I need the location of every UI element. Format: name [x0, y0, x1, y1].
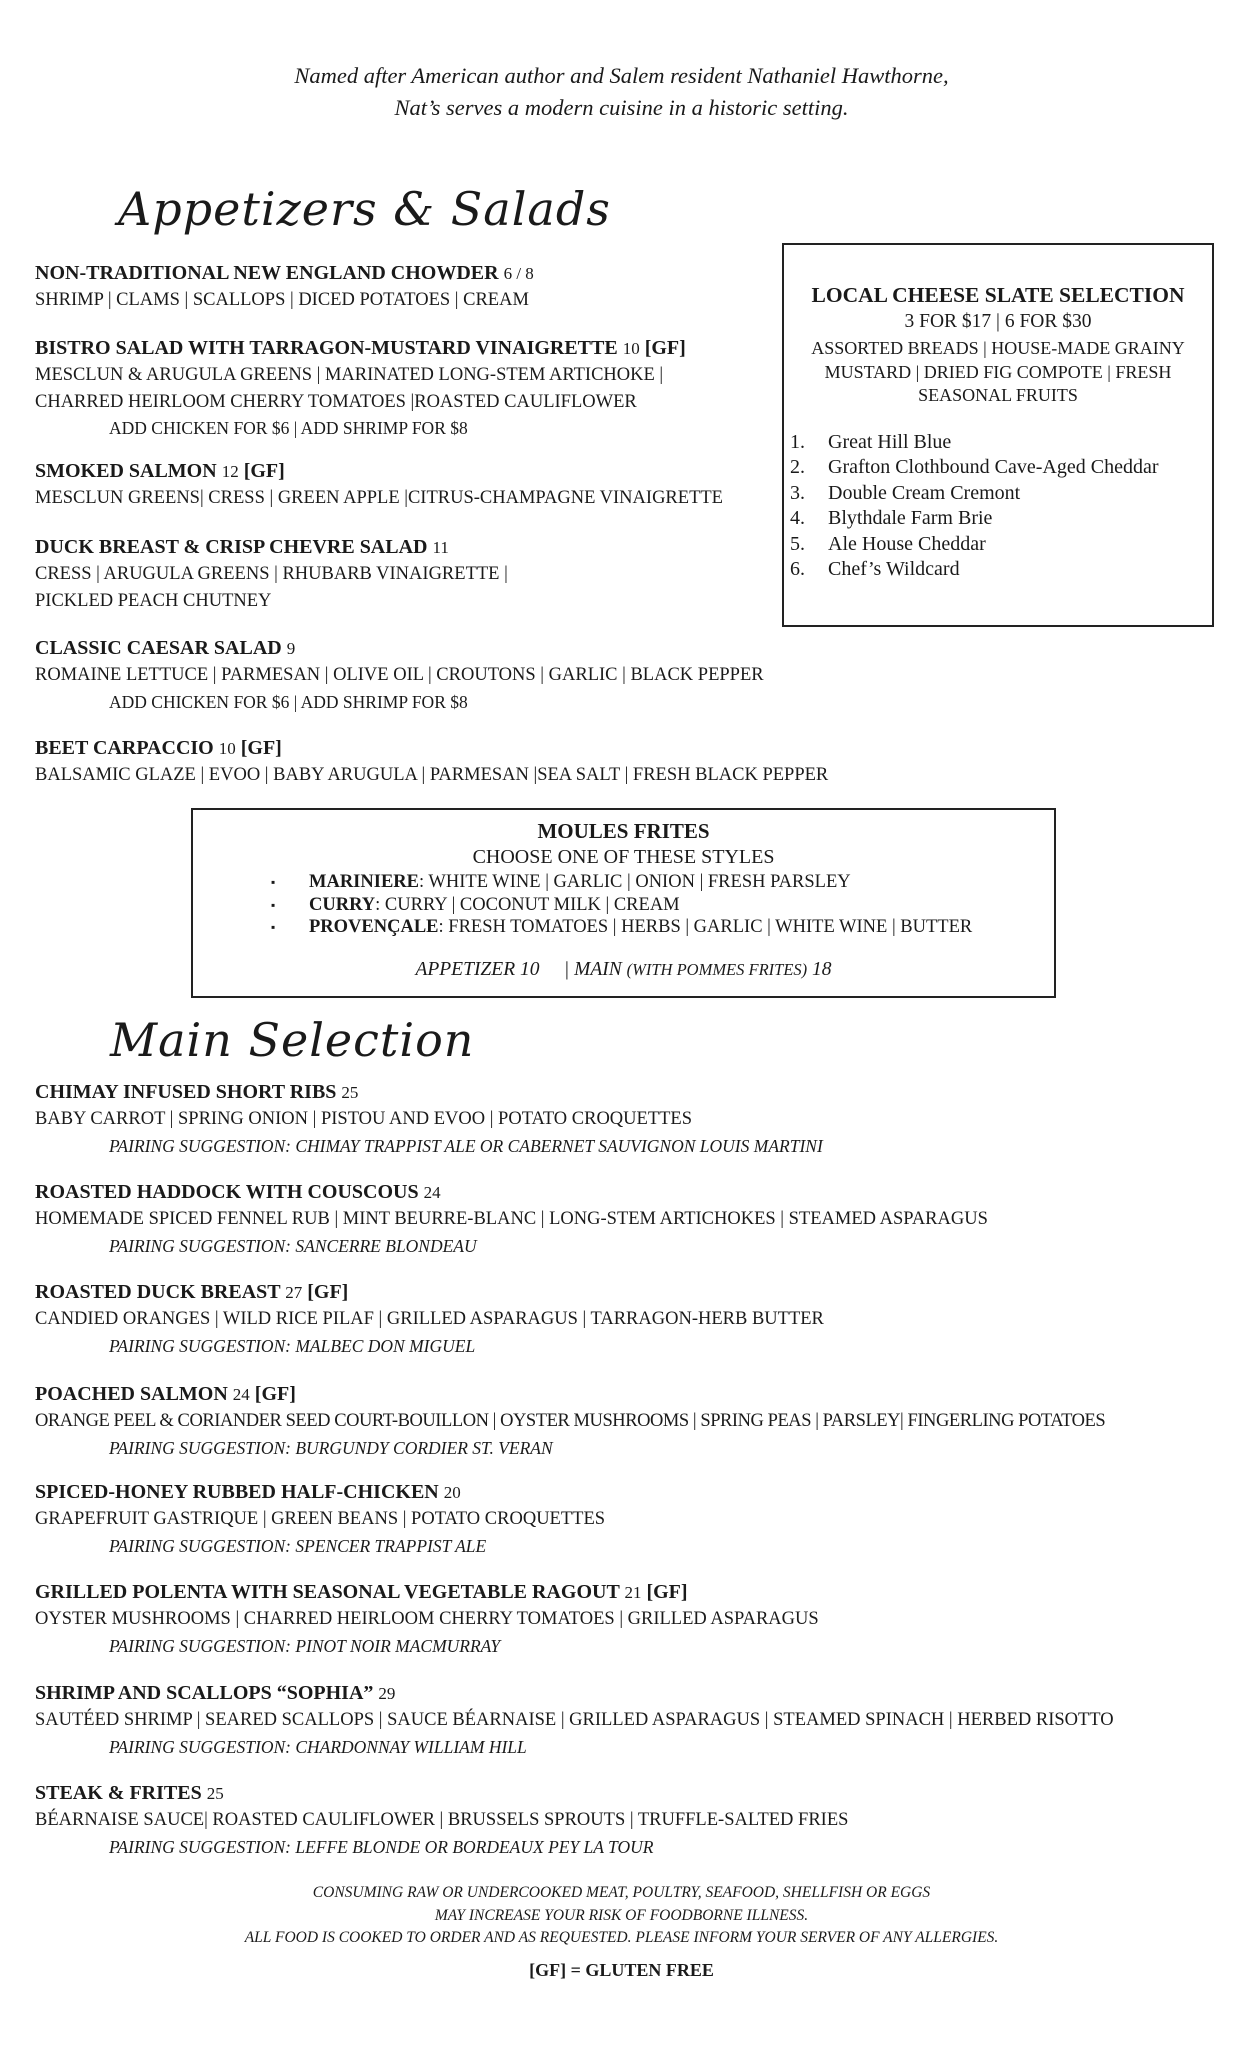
gf-badge: [GF] [243, 460, 285, 482]
item-title: NON-TRADITIONAL NEW ENGLAND CHOWDER 6 / 8 [35, 262, 534, 284]
item-description: CHARRED HEIRLOOM CHERRY TOMATOES |ROASTED CAULIFLOWER [35, 391, 637, 412]
item-description: GRAPEFRUIT GASTRIQUE | GREEN BEANS | POTATO CROQUETTES [35, 1509, 606, 1529]
item-add-on: ADD CHICKEN FOR $6 | ADD SHRIMP FOR $8 [109, 418, 468, 438]
item-title: BISTRO SALAD WITH TARRAGON-MUSTARD VINAIGRETTE 10 [GF] [35, 337, 686, 359]
item-price: 6 / 8 [503, 264, 534, 283]
item-price: 25 [341, 1083, 359, 1102]
main-item [35, 1079, 823, 1159]
pairing-suggestion: PAIRING SUGGESTION: LEFFE BLONDE OR BORDEAUX PEY LA TOUR [109, 1836, 654, 1857]
item-add-on: ADD CHICKEN FOR $6 | ADD SHRIMP FOR $8 [109, 691, 468, 712]
item-description: BABY CARROT | SPRING ONION | PISTOU AND EVOO | POTATO CROQUETTES [35, 1109, 693, 1129]
moules-title: MOULES FRITES [537, 819, 710, 843]
cheese-list-item: 1. Great Hill Blue [790, 430, 952, 453]
main-item [35, 1579, 819, 1659]
item-description: HOMEMADE SPICED FENNEL RUB | MINT BEURRE-BLANC | LONG-STEM ARTICHOKES | STEAMED ASPARAGUS [35, 1209, 988, 1229]
main-item [35, 1780, 848, 1860]
moules-main-label: | MAIN [563, 958, 622, 980]
pairing-suggestion: PAIRING SUGGESTION: PINOT NOIR MACMURRAY [109, 1635, 501, 1656]
cheese-list-item: 4. Blythdale Farm Brie [790, 507, 993, 529]
appetizer-item [35, 735, 828, 789]
item-description: MESCLUN GREENS| CRESS | GREEN APPLE |CITRUS-CHAMPAGNE VINAIGRETTE [35, 488, 723, 508]
item-price: 11 [432, 538, 449, 557]
moules-style-item: ▪ MARINIERE: WHITE WINE | GARLIC | ONION | FRESH PARSLEY [271, 872, 851, 892]
item-title: ROASTED DUCK BREAST 27 [GF] [35, 1281, 349, 1303]
main-item [35, 1680, 1114, 1760]
item-title: CLASSIC CAESAR SALAD 9 [35, 637, 296, 659]
appetizer-item [35, 635, 764, 715]
moules-main-note: (WITH POMMES FRITES) [626, 959, 808, 979]
item-price: 27 [285, 1283, 303, 1302]
bullet-icon: ▪ [271, 897, 276, 912]
item-price: 25 [206, 1784, 224, 1803]
item-description: CANDIED ORANGES | WILD RICE PILAF | GRILLED ASPARAGUS | TARRAGON-HERB BUTTER [35, 1309, 824, 1329]
appetizer-item [35, 260, 534, 314]
item-price: 10 [622, 339, 640, 358]
gf-badge: [GF] [240, 737, 282, 759]
cheese-list-item: 2. Grafton Clothbound Cave-Aged Cheddar [790, 456, 1159, 478]
allergy-disclaimer: CONSUMING RAW OR UNDERCOOKED MEAT, POULTRY, SEAFOOD, SHELLFISH OR EGGS MAY INCREASE YOUR RISK OF FOODBORNE ILLNESS. ALL FOOD IS COOKED TO ORDER AND AS REQUESTED. PLEASE INFORM YOUR SERVER OF ANY ALLERGIES. [244, 1884, 999, 1946]
bullet-icon: ▪ [271, 920, 276, 934]
gluten-free-key: [GF] = GLUTEN FREE [529, 1960, 714, 1980]
gf-badge: [GF] [254, 1383, 296, 1405]
cheese-price: 3 FOR $17 | 6 FOR $30 [904, 311, 1092, 332]
appetizers-heading: Appetizers & Salads [118, 182, 611, 236]
item-title: SMOKED SALMON 12 [GF] [35, 460, 285, 482]
item-title: CHIMAY INFUSED SHORT RIBS 25 [35, 1081, 359, 1103]
item-description: ROMAINE LETTUCE | PARMESAN | OLIVE OIL | CROUTONS | GARLIC | BLACK PEPPER [35, 665, 764, 685]
item-price: 9 [286, 639, 296, 658]
item-price: 21 [624, 1583, 642, 1602]
moules-main-price: 18 [812, 958, 832, 980]
moules-style-item: ▪ PROVENÇALE: FRESH TOMATOES | HERBS | GARLIC | WHITE WINE | BUTTER [271, 917, 973, 937]
cheese-list-item: 6. Chef’s Wildcard [790, 558, 960, 580]
gf-badge: [GF] [644, 337, 686, 359]
item-description: OYSTER MUSHROOMS | CHARRED HEIRLOOM CHERRY TOMATOES | GRILLED ASPARAGUS [35, 1609, 819, 1629]
cheese-description: ASSORTED BREADS | HOUSE-MADE GRAINY MUSTARD | DRIED FIG COMPOTE | FRESH SEASONAL FRUITS [811, 338, 1185, 405]
moules-subtitle: CHOOSE ONE OF THESE STYLES [472, 846, 775, 868]
appetizer-item [35, 458, 723, 512]
item-price: 20 [443, 1483, 461, 1502]
item-title: DUCK BREAST & CRISP CHEVRE SALAD 11 [35, 536, 449, 558]
item-title: GRILLED POLENTA WITH SEASONAL VEGETABLE RAGOUT 21 [GF] [35, 1581, 688, 1603]
item-description: BÉARNAISE SAUCE| ROASTED CAULIFLOWER | BRUSSELS SPROUTS | TRUFFLE-SALTED FRIES [35, 1810, 849, 1830]
item-description: CRESS | ARUGULA GREENS | RHUBARB VINAIGRETTE | [35, 564, 508, 584]
cheese-slate-box [782, 243, 1214, 627]
intro-line-1: Named after American author and Salem resident Nathaniel Hawthorne, [294, 63, 949, 88]
moules-styles-list [271, 871, 1054, 939]
item-price: 10 [218, 739, 236, 758]
cheese-list-item: 3. Double Cream Cremont [790, 481, 1021, 504]
item-price: 24 [423, 1183, 441, 1202]
item-description: PICKLED PEACH CHUTNEY [35, 590, 272, 611]
main-item [35, 1381, 1105, 1461]
main-item [35, 1279, 824, 1359]
pairing-suggestion: PAIRING SUGGESTION: SPENCER TRAPPIST ALE [109, 1535, 487, 1556]
appetizer-item [35, 335, 686, 441]
pairing-suggestion: PAIRING SUGGESTION: MALBEC DON MIGUEL [109, 1335, 476, 1356]
moules-style-item: ▪ CURRY: CURRY | COCONUT MILK | CREAM [271, 894, 680, 915]
item-title: STEAK & FRITES 25 [35, 1782, 224, 1804]
item-price: 12 [221, 462, 239, 481]
main-item [35, 1179, 988, 1259]
item-description: ORANGE PEEL & CORIANDER SEED COURT-BOUILLON | OYSTER MUSHROOMS | SPRING PEAS | PARSLEY| FINGERLING POTATOES [35, 1411, 1106, 1431]
intro-text [0, 60, 1243, 124]
item-title: ROASTED HADDOCK WITH COUSCOUS 24 [35, 1181, 441, 1203]
item-price: 24 [232, 1385, 250, 1404]
item-description: SHRIMP | CLAMS | SCALLOPS | DICED POTATOES | CREAM [35, 290, 529, 310]
gf-badge: [GF] [307, 1281, 349, 1303]
main-selection-heading: Main Selection [110, 1013, 475, 1067]
pairing-suggestion: PAIRING SUGGESTION: CHIMAY TRAPPIST ALE OR CABERNET SAUVIGNON LOUIS MARTINI [109, 1135, 823, 1156]
cheese-list-item: 5. Ale House Cheddar [790, 532, 986, 555]
gf-badge: [GF] [646, 1581, 688, 1603]
item-title: SHRIMP AND SCALLOPS “SOPHIA” 29 [35, 1682, 396, 1704]
bullet-icon: ▪ [271, 875, 276, 889]
item-title: BEET CARPACCIO 10 [GF] [35, 737, 282, 759]
moules-appetizer-price: APPETIZER 10 [415, 958, 540, 980]
item-description: SAUTÉED SHRIMP | SEARED SCALLOPS | SAUCE BÉARNAISE | GRILLED ASPARAGUS | STEAMED SPINACH | HERBED RISOTTO [35, 1710, 1114, 1730]
cheese-title: LOCAL CHEESE SLATE SELECTION [811, 283, 1185, 307]
main-item [35, 1479, 605, 1559]
appetizer-item [35, 534, 508, 614]
item-title: POACHED SALMON 24 [GF] [35, 1383, 296, 1405]
item-price: 29 [378, 1684, 396, 1703]
item-description: BALSAMIC GLAZE | EVOO | BABY ARUGULA | PARMESAN |SEA SALT | FRESH BLACK PEPPER [35, 765, 829, 785]
moules-frites-box [191, 808, 1056, 998]
pairing-suggestion: PAIRING SUGGESTION: SANCERRE BLONDEAU [109, 1235, 477, 1256]
pairing-suggestion: PAIRING SUGGESTION: BURGUNDY CORDIER ST. VERAN [109, 1437, 553, 1458]
item-description: MESCLUN & ARUGULA GREENS | MARINATED LONG-STEM ARTICHOKE | [35, 365, 664, 385]
moules-pricing [193, 957, 1054, 983]
pairing-suggestion: PAIRING SUGGESTION: CHARDONNAY WILLIAM HILL [109, 1736, 527, 1757]
intro-line-2: Nat’s serves a modern cuisine in a historic setting. [394, 95, 849, 120]
cheese-list [784, 430, 1212, 583]
item-title: SPICED-HONEY RUBBED HALF-CHICKEN 20 [35, 1481, 461, 1503]
